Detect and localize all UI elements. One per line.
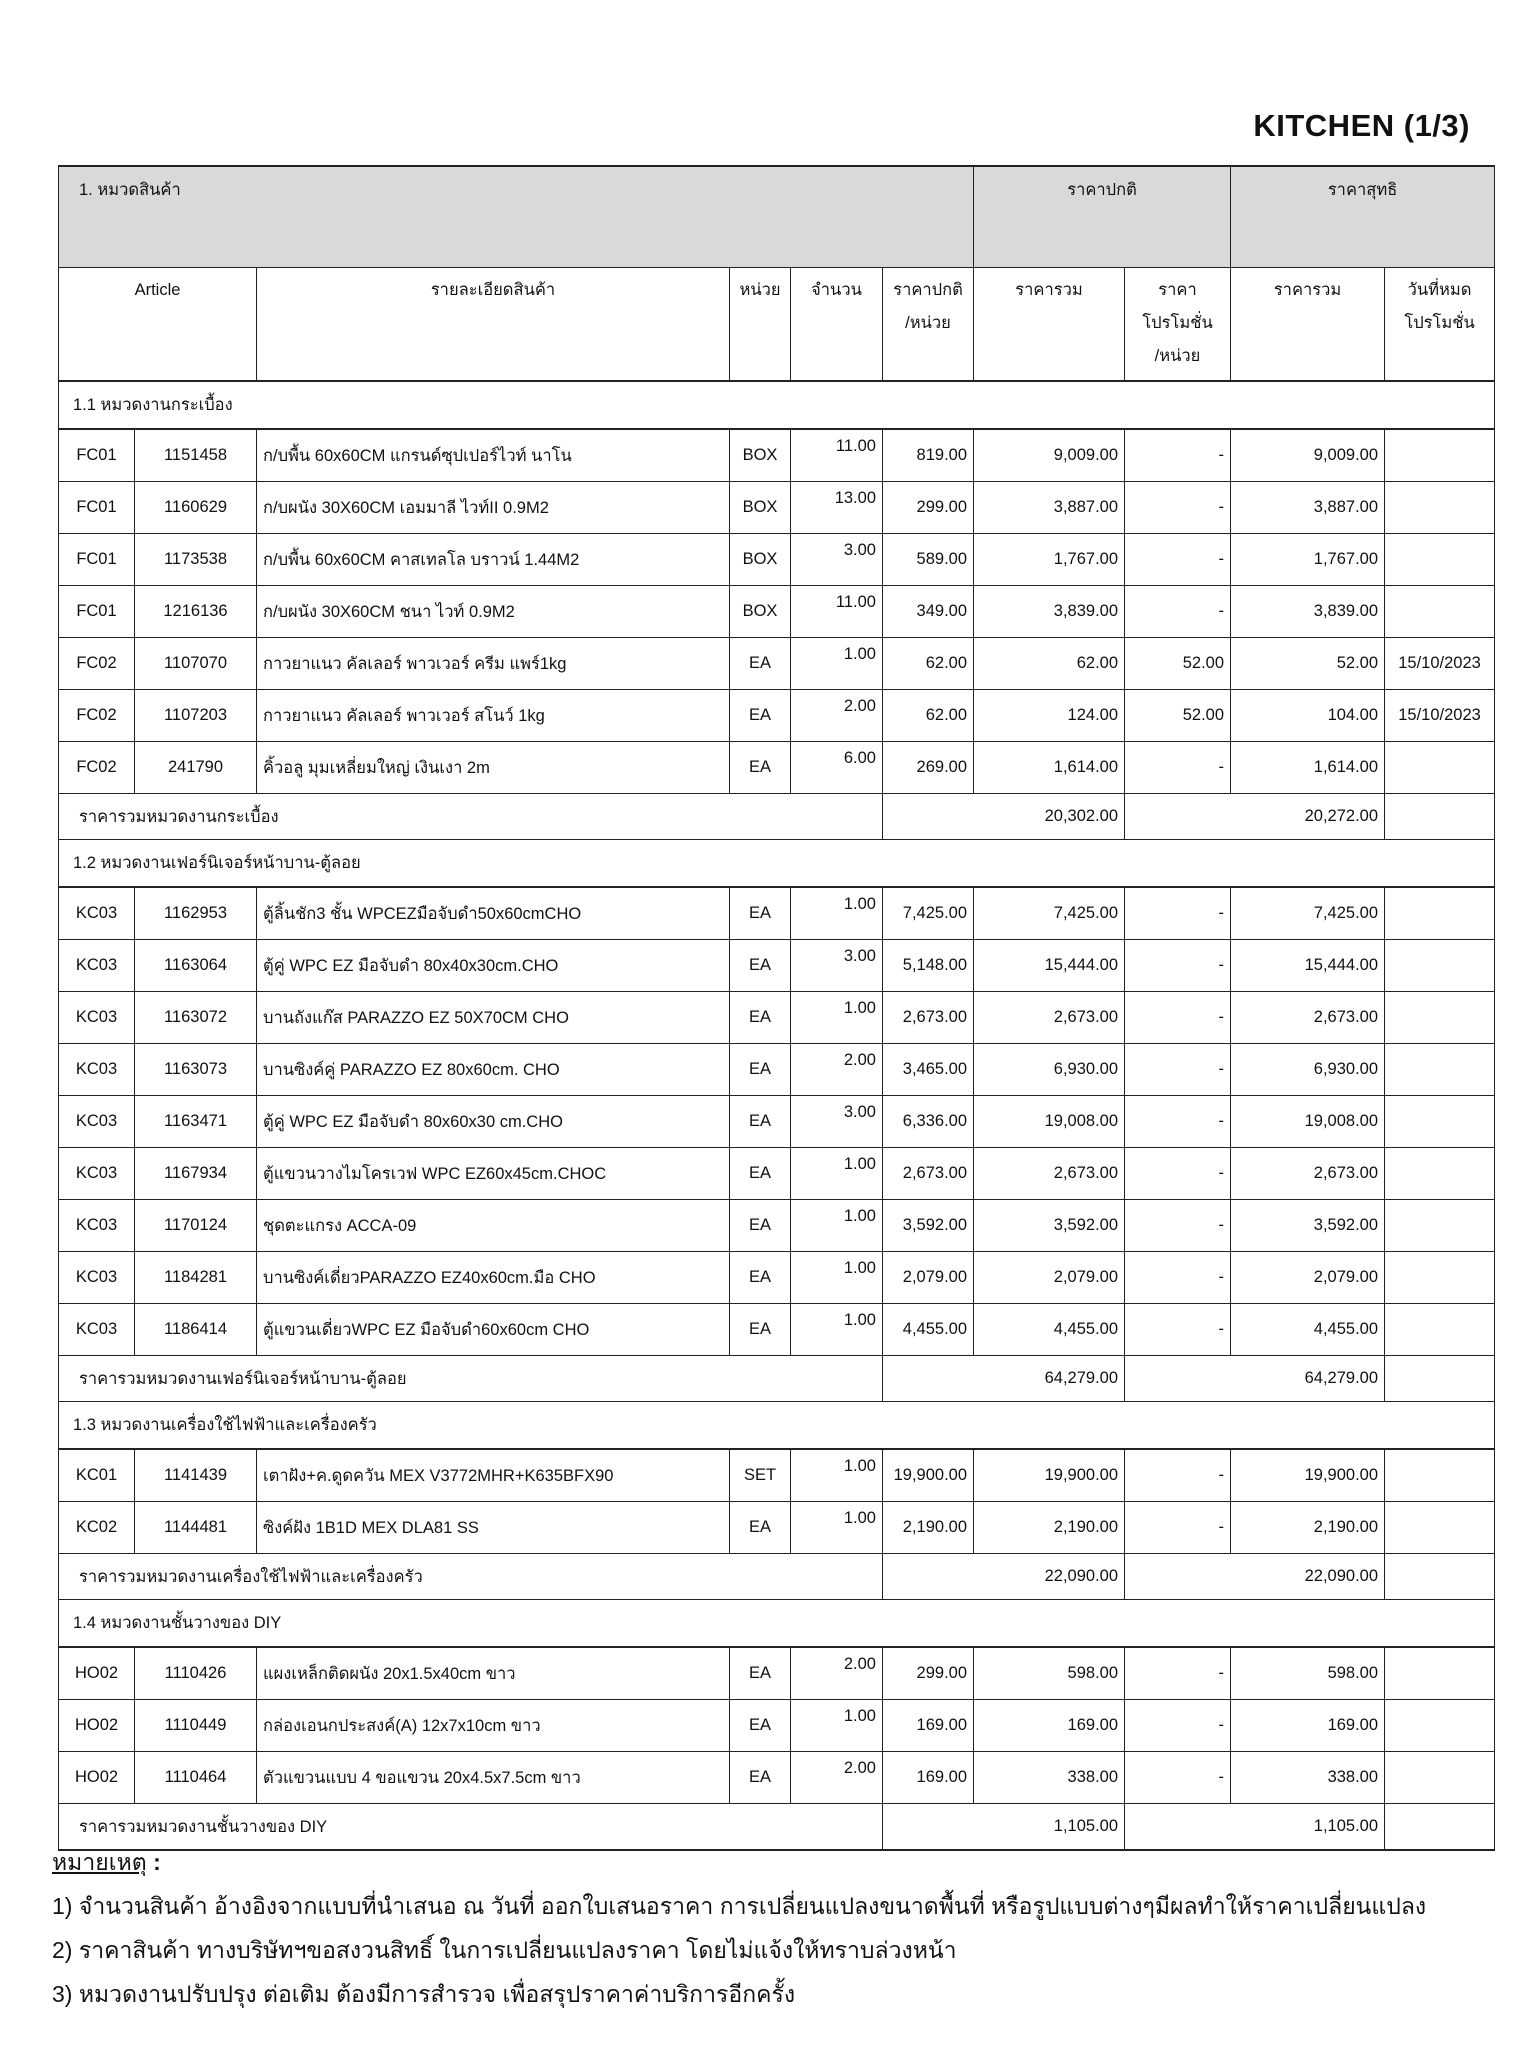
table-row — [59, 1044, 1495, 1096]
item-qty: 1.00 — [791, 1449, 883, 1502]
item-promo-price: - — [1125, 992, 1231, 1044]
item-qty: 3.00 — [791, 940, 883, 992]
item-promo-price: 52.00 — [1125, 638, 1231, 690]
section-title: 1.1 หมวดงานกระเบื้อง — [59, 381, 1495, 429]
item-total: 1,767.00 — [974, 534, 1125, 586]
item-unit: SET — [730, 1449, 791, 1502]
item-promo-price: - — [1125, 534, 1231, 586]
item-total: 3,839.00 — [974, 586, 1125, 638]
item-qty: 2.00 — [791, 1647, 883, 1700]
item-promo-price: 52.00 — [1125, 690, 1231, 742]
item-unit-price: 3,592.00 — [883, 1200, 974, 1252]
subtotal-label: ราคารวมหมวดงานกระเบื้อง — [59, 794, 883, 840]
col-total: ราคารวม — [974, 268, 1125, 382]
item-qty: 2.00 — [791, 1752, 883, 1804]
item-unit: EA — [730, 1252, 791, 1304]
item-net-total: 6,930.00 — [1231, 1044, 1385, 1096]
item-qty: 1.00 — [791, 1148, 883, 1200]
item-promo-price: - — [1125, 1502, 1231, 1554]
item-code: HO02 — [59, 1647, 135, 1700]
item-unit: EA — [730, 1148, 791, 1200]
item-description: ชุดตะแกรง ACCA-09 — [257, 1200, 730, 1252]
item-promo-expiry — [1385, 1647, 1495, 1700]
net-price-header: ราคาสุทธิ — [1231, 166, 1495, 268]
item-promo-price: - — [1125, 887, 1231, 940]
note-line: 1) จำนวนสินค้า อ้างอิงจากแบบที่นำเสนอ ณ วันที่ ออกใบเสนอราคา การเปลี่ยนแปลงขนาดพื้นที่ หรือรูปแบบต่างๆมีผลทำให้ราคาเปลี่ยนแปลง — [52, 1893, 1427, 1919]
quotation-table — [58, 165, 1495, 1851]
table-row — [59, 586, 1495, 638]
item-promo-expiry — [1385, 1200, 1495, 1252]
normal-price-header: ราคาปกติ — [974, 166, 1231, 268]
item-qty: 6.00 — [791, 742, 883, 794]
table-row — [59, 1700, 1495, 1752]
item-promo-price: - — [1125, 1044, 1231, 1096]
table-row — [59, 482, 1495, 534]
item-article: 1107203 — [135, 690, 257, 742]
item-description: บานซิงค์คู่ PARAZZO EZ 80x60cm. CHO — [257, 1044, 730, 1096]
item-unit: EA — [730, 1200, 791, 1252]
item-code: KC03 — [59, 1044, 135, 1096]
item-promo-expiry — [1385, 992, 1495, 1044]
item-total: 124.00 — [974, 690, 1125, 742]
section-header-row — [59, 840, 1495, 888]
section-title: 1.4 หมวดงานชั้นวางของ DIY — [59, 1600, 1495, 1648]
item-total: 3,592.00 — [974, 1200, 1125, 1252]
item-description: ก/บพื้น 60x60CM แกรนด์ซุปเปอร์ไวท์ นาโน — [257, 429, 730, 482]
item-unit: BOX — [730, 534, 791, 586]
item-promo-price: - — [1125, 1096, 1231, 1148]
item-promo-expiry — [1385, 1044, 1495, 1096]
item-qty: 1.00 — [791, 887, 883, 940]
item-unit-price: 819.00 — [883, 429, 974, 482]
subtotal-label: ราคารวมหมวดงานเฟอร์นิเจอร์หน้าบาน-ตู้ลอย — [59, 1356, 883, 1402]
item-total: 1,614.00 — [974, 742, 1125, 794]
item-description: ตัวแขวนแบบ 4 ขอแขวน 20x4.5x7.5cm ขาว — [257, 1752, 730, 1804]
item-code: KC01 — [59, 1449, 135, 1502]
item-promo-price: - — [1125, 1752, 1231, 1804]
subtotal-total: 22,090.00 — [883, 1554, 1125, 1600]
item-net-total: 169.00 — [1231, 1700, 1385, 1752]
item-promo-price: - — [1125, 1304, 1231, 1356]
subtotal-row — [59, 1554, 1495, 1600]
item-total: 19,900.00 — [974, 1449, 1125, 1502]
table-row — [59, 690, 1495, 742]
item-code: FC02 — [59, 690, 135, 742]
table-row — [59, 1647, 1495, 1700]
item-total: 3,887.00 — [974, 482, 1125, 534]
item-unit-price: 2,673.00 — [883, 992, 974, 1044]
item-total: 7,425.00 — [974, 887, 1125, 940]
table-row — [59, 1752, 1495, 1804]
section-header-row — [59, 1402, 1495, 1450]
item-unit: EA — [730, 1647, 791, 1700]
item-code: FC01 — [59, 586, 135, 638]
item-article: 1162953 — [135, 887, 257, 940]
subtotal-label: ราคารวมหมวดงานเครื่องใช้ไฟฟ้าและเครื่องครัว — [59, 1554, 883, 1600]
table-row — [59, 1148, 1495, 1200]
subtotal-empty — [1385, 1554, 1495, 1600]
item-promo-expiry — [1385, 940, 1495, 992]
item-article: 1141439 — [135, 1449, 257, 1502]
item-code: KC03 — [59, 940, 135, 992]
item-total: 4,455.00 — [974, 1304, 1125, 1356]
item-net-total: 2,673.00 — [1231, 1148, 1385, 1200]
item-promo-expiry — [1385, 1304, 1495, 1356]
item-qty: 2.00 — [791, 690, 883, 742]
table-row — [59, 992, 1495, 1044]
table-row — [59, 534, 1495, 586]
item-description: ตู้คู่ WPC EZ มือจับดำ 80x40x30cm.CHO — [257, 940, 730, 992]
note-line: 2) ราคาสินค้า ทางบริษัทฯขอสงวนสิทธิ์ ในการเปลี่ยนแปลงราคา โดยไม่แจ้งให้ทราบล่วงหน้า — [52, 1937, 957, 1963]
item-promo-expiry — [1385, 586, 1495, 638]
col-article: Article — [59, 268, 257, 382]
subtotal-net: 22,090.00 — [1125, 1554, 1385, 1600]
item-article: 241790 — [135, 742, 257, 794]
item-article: 1186414 — [135, 1304, 257, 1356]
item-promo-expiry: 15/10/2023 — [1385, 638, 1495, 690]
item-article: 1110449 — [135, 1700, 257, 1752]
item-net-total: 2,673.00 — [1231, 992, 1385, 1044]
column-header-row — [59, 268, 1495, 382]
item-article: 1216136 — [135, 586, 257, 638]
item-total: 62.00 — [974, 638, 1125, 690]
item-net-total: 3,839.00 — [1231, 586, 1385, 638]
table-row — [59, 1252, 1495, 1304]
item-code: KC03 — [59, 1200, 135, 1252]
col-promo-price: ราคา โปรโมชั่น /หน่วย — [1125, 268, 1231, 382]
col-unit-price: ราคาปกติ /หน่วย — [883, 268, 974, 382]
item-description: ก/บพื้น 60x60CM คาสเทลโล บราวน์ 1.44M2 — [257, 534, 730, 586]
item-article: 1107070 — [135, 638, 257, 690]
item-total: 15,444.00 — [974, 940, 1125, 992]
table-body — [59, 381, 1495, 1850]
item-article: 1163072 — [135, 992, 257, 1044]
item-promo-price: - — [1125, 1647, 1231, 1700]
item-unit: EA — [730, 887, 791, 940]
item-unit-price: 7,425.00 — [883, 887, 974, 940]
notes — [52, 1840, 1426, 2016]
item-promo-price: - — [1125, 586, 1231, 638]
subtotal-empty — [1385, 1356, 1495, 1402]
table-row — [59, 429, 1495, 482]
item-article: 1144481 — [135, 1502, 257, 1554]
item-promo-expiry — [1385, 482, 1495, 534]
item-net-total: 338.00 — [1231, 1752, 1385, 1804]
item-unit: EA — [730, 1096, 791, 1148]
item-promo-price: - — [1125, 429, 1231, 482]
item-promo-expiry — [1385, 429, 1495, 482]
item-qty: 2.00 — [791, 1044, 883, 1096]
item-article: 1173538 — [135, 534, 257, 586]
item-code: KC02 — [59, 1502, 135, 1554]
item-unit: EA — [730, 742, 791, 794]
item-code: FC01 — [59, 429, 135, 482]
item-total: 2,673.00 — [974, 1148, 1125, 1200]
item-promo-expiry — [1385, 1252, 1495, 1304]
item-unit-price: 589.00 — [883, 534, 974, 586]
item-total: 338.00 — [974, 1752, 1125, 1804]
item-unit: EA — [730, 992, 791, 1044]
page-title: KITCHEN (1/3) — [1253, 108, 1470, 143]
item-qty: 13.00 — [791, 482, 883, 534]
item-unit-price: 169.00 — [883, 1700, 974, 1752]
item-qty: 1.00 — [791, 1252, 883, 1304]
item-total: 19,008.00 — [974, 1096, 1125, 1148]
item-description: ซิงค์ฝัง 1B1D MEX DLA81 SS — [257, 1502, 730, 1554]
item-unit: EA — [730, 1044, 791, 1096]
item-qty: 1.00 — [791, 1200, 883, 1252]
item-description: ตู้คู่ WPC EZ มือจับดำ 80x60x30 cm.CHO — [257, 1096, 730, 1148]
item-code: FC02 — [59, 742, 135, 794]
item-total: 2,079.00 — [974, 1252, 1125, 1304]
item-unit-price: 2,673.00 — [883, 1148, 974, 1200]
subtotal-row — [59, 794, 1495, 840]
item-unit-price: 169.00 — [883, 1752, 974, 1804]
item-article: 1167934 — [135, 1148, 257, 1200]
item-description: กล่องเอนกประสงค์(A) 12x7x10cm ขาว — [257, 1700, 730, 1752]
item-promo-expiry: 15/10/2023 — [1385, 690, 1495, 742]
category-header-row — [59, 166, 1495, 268]
item-net-total: 52.00 — [1231, 638, 1385, 690]
table-row — [59, 1502, 1495, 1554]
section-title: 1.2 หมวดงานเฟอร์นิเจอร์หน้าบาน-ตู้ลอย — [59, 840, 1495, 888]
item-unit: EA — [730, 1502, 791, 1554]
item-code: KC03 — [59, 1096, 135, 1148]
item-description: กาวยาแนว คัลเลอร์ พาวเวอร์ สโนว์ 1kg — [257, 690, 730, 742]
item-promo-expiry — [1385, 1096, 1495, 1148]
item-net-total: 1,614.00 — [1231, 742, 1385, 794]
item-unit: EA — [730, 690, 791, 742]
item-total: 9,009.00 — [974, 429, 1125, 482]
item-net-total: 15,444.00 — [1231, 940, 1385, 992]
subtotal-row — [59, 1356, 1495, 1402]
item-net-total: 1,767.00 — [1231, 534, 1385, 586]
item-code: KC03 — [59, 887, 135, 940]
item-code: KC03 — [59, 1252, 135, 1304]
item-description: ก/บผนัง 30X60CM เอมมาลี ไวท์II 0.9M2 — [257, 482, 730, 534]
item-promo-price: - — [1125, 1700, 1231, 1752]
item-promo-expiry — [1385, 1700, 1495, 1752]
item-article: 1160629 — [135, 482, 257, 534]
item-net-total: 19,900.00 — [1231, 1449, 1385, 1502]
col-unit: หน่วย — [730, 268, 791, 382]
item-description: กาวยาแนว คัลเลอร์ พาวเวอร์ ครีม แพร์1kg — [257, 638, 730, 690]
section-header-row — [59, 1600, 1495, 1648]
table-row — [59, 1096, 1495, 1148]
item-promo-expiry — [1385, 1148, 1495, 1200]
item-unit-price: 349.00 — [883, 586, 974, 638]
item-description: ตู้ลิ้นชัก3 ชั้น WPCEZมือจับดำ50x60cmCHO — [257, 887, 730, 940]
item-promo-price: - — [1125, 1449, 1231, 1502]
item-promo-price: - — [1125, 940, 1231, 992]
item-promo-price: - — [1125, 742, 1231, 794]
item-unit-price: 299.00 — [883, 1647, 974, 1700]
item-net-total: 598.00 — [1231, 1647, 1385, 1700]
item-net-total: 2,079.00 — [1231, 1252, 1385, 1304]
item-qty: 3.00 — [791, 1096, 883, 1148]
item-unit: EA — [730, 1700, 791, 1752]
subtotal-net: 20,272.00 — [1125, 794, 1385, 840]
item-net-total: 2,190.00 — [1231, 1502, 1385, 1554]
subtotal-label: ราคารวมหมวดงานชั้นวางของ DIY — [59, 1804, 883, 1851]
item-unit: EA — [730, 1752, 791, 1804]
item-total: 2,190.00 — [974, 1502, 1125, 1554]
item-total: 169.00 — [974, 1700, 1125, 1752]
table-row — [59, 940, 1495, 992]
item-unit: EA — [730, 940, 791, 992]
item-qty: 1.00 — [791, 1304, 883, 1356]
item-unit-price: 299.00 — [883, 482, 974, 534]
item-net-total: 4,455.00 — [1231, 1304, 1385, 1356]
item-qty: 1.00 — [791, 992, 883, 1044]
item-unit-price: 2,079.00 — [883, 1252, 974, 1304]
item-article: 1163064 — [135, 940, 257, 992]
item-article: 1163073 — [135, 1044, 257, 1096]
item-unit: BOX — [730, 429, 791, 482]
item-code: FC01 — [59, 534, 135, 586]
item-qty: 1.00 — [791, 638, 883, 690]
category-label: 1. หมวดสินค้า — [59, 166, 974, 268]
item-promo-expiry — [1385, 534, 1495, 586]
table-row — [59, 1200, 1495, 1252]
item-net-total: 9,009.00 — [1231, 429, 1385, 482]
section-header-row — [59, 381, 1495, 429]
subtotal-total: 1,105.00 — [883, 1804, 1125, 1851]
item-code: FC01 — [59, 482, 135, 534]
item-code: FC02 — [59, 638, 135, 690]
item-net-total: 104.00 — [1231, 690, 1385, 742]
item-unit: EA — [730, 1304, 791, 1356]
item-total: 6,930.00 — [974, 1044, 1125, 1096]
item-qty: 1.00 — [791, 1502, 883, 1554]
subtotal-total: 64,279.00 — [883, 1356, 1125, 1402]
item-article: 1184281 — [135, 1252, 257, 1304]
item-description: ก/บผนัง 30X60CM ชนา ไวท์ 0.9M2 — [257, 586, 730, 638]
item-code: HO02 — [59, 1700, 135, 1752]
subtotal-net: 1,105.00 — [1125, 1804, 1385, 1851]
subtotal-net: 64,279.00 — [1125, 1356, 1385, 1402]
item-promo-expiry — [1385, 887, 1495, 940]
item-description: บานถังแก๊ส PARAZZO EZ 50X70CM CHO — [257, 992, 730, 1044]
item-description: ตู้แขวนวางไมโครเวฟ WPC EZ60x45cm.CHOC — [257, 1148, 730, 1200]
item-unit-price: 6,336.00 — [883, 1096, 974, 1148]
item-article: 1110464 — [135, 1752, 257, 1804]
item-promo-price: - — [1125, 482, 1231, 534]
col-qty: จำนวน — [791, 268, 883, 382]
item-unit-price: 269.00 — [883, 742, 974, 794]
item-qty: 11.00 — [791, 586, 883, 638]
item-total: 598.00 — [974, 1647, 1125, 1700]
item-unit: BOX — [730, 482, 791, 534]
item-promo-price: - — [1125, 1148, 1231, 1200]
item-description: ตู้แขวนเดี่ยวWPC EZ มือจับดำ60x60cm CHO — [257, 1304, 730, 1356]
item-total: 2,673.00 — [974, 992, 1125, 1044]
item-unit: EA — [730, 638, 791, 690]
note-line: 3) หมวดงานปรับปรุง ต่อเติม ต้องมีการสำรวจ เพื่อสรุปราคาค่าบริการอีกครั้ง — [52, 1981, 796, 2007]
item-article: 1151458 — [135, 429, 257, 482]
item-net-total: 19,008.00 — [1231, 1096, 1385, 1148]
item-promo-expiry — [1385, 1752, 1495, 1804]
item-unit-price: 5,148.00 — [883, 940, 974, 992]
item-qty: 11.00 — [791, 429, 883, 482]
item-description: แผงเหล็กติดผนัง 20x1.5x40cm ขาว — [257, 1647, 730, 1700]
item-unit-price: 2,190.00 — [883, 1502, 974, 1554]
item-promo-expiry — [1385, 1502, 1495, 1554]
item-promo-price: - — [1125, 1252, 1231, 1304]
item-article: 1170124 — [135, 1200, 257, 1252]
item-promo-price: - — [1125, 1200, 1231, 1252]
table-row — [59, 742, 1495, 794]
item-description: คิ้วอลู มุมเหลี่ยมใหญ่ เงินเงา 2m — [257, 742, 730, 794]
item-article: 1163471 — [135, 1096, 257, 1148]
item-promo-expiry — [1385, 742, 1495, 794]
item-promo-expiry — [1385, 1449, 1495, 1502]
item-qty: 1.00 — [791, 1700, 883, 1752]
notes-heading: หมายเหตุ : — [52, 1849, 161, 1875]
item-code: HO02 — [59, 1752, 135, 1804]
table-row — [59, 1449, 1495, 1502]
table-row — [59, 638, 1495, 690]
item-unit-price: 4,455.00 — [883, 1304, 974, 1356]
item-unit-price: 62.00 — [883, 638, 974, 690]
item-net-total: 3,887.00 — [1231, 482, 1385, 534]
col-detail: รายละเอียดสินค้า — [257, 268, 730, 382]
item-description: บานซิงค์เดี่ยวPARAZZO EZ40x60cm.มือ CHO — [257, 1252, 730, 1304]
item-unit: BOX — [730, 586, 791, 638]
item-unit-price: 19,900.00 — [883, 1449, 974, 1502]
item-article: 1110426 — [135, 1647, 257, 1700]
item-net-total: 3,592.00 — [1231, 1200, 1385, 1252]
item-code: KC03 — [59, 1304, 135, 1356]
subtotal-empty — [1385, 794, 1495, 840]
col-net-total: ราคารวม — [1231, 268, 1385, 382]
col-promo-expiry: วันที่หมด โปรโมชั่น — [1385, 268, 1495, 382]
table-row — [59, 887, 1495, 940]
item-code: KC03 — [59, 1148, 135, 1200]
item-code: KC03 — [59, 992, 135, 1044]
table-row — [59, 1304, 1495, 1356]
item-description: เตาฝัง+ค.ดูดควัน MEX V3772MHR+K635BFX90 — [257, 1449, 730, 1502]
item-unit-price: 62.00 — [883, 690, 974, 742]
section-title: 1.3 หมวดงานเครื่องใช้ไฟฟ้าและเครื่องครัว — [59, 1402, 1495, 1450]
subtotal-total: 20,302.00 — [883, 794, 1125, 840]
item-unit-price: 3,465.00 — [883, 1044, 974, 1096]
item-net-total: 7,425.00 — [1231, 887, 1385, 940]
item-qty: 3.00 — [791, 534, 883, 586]
